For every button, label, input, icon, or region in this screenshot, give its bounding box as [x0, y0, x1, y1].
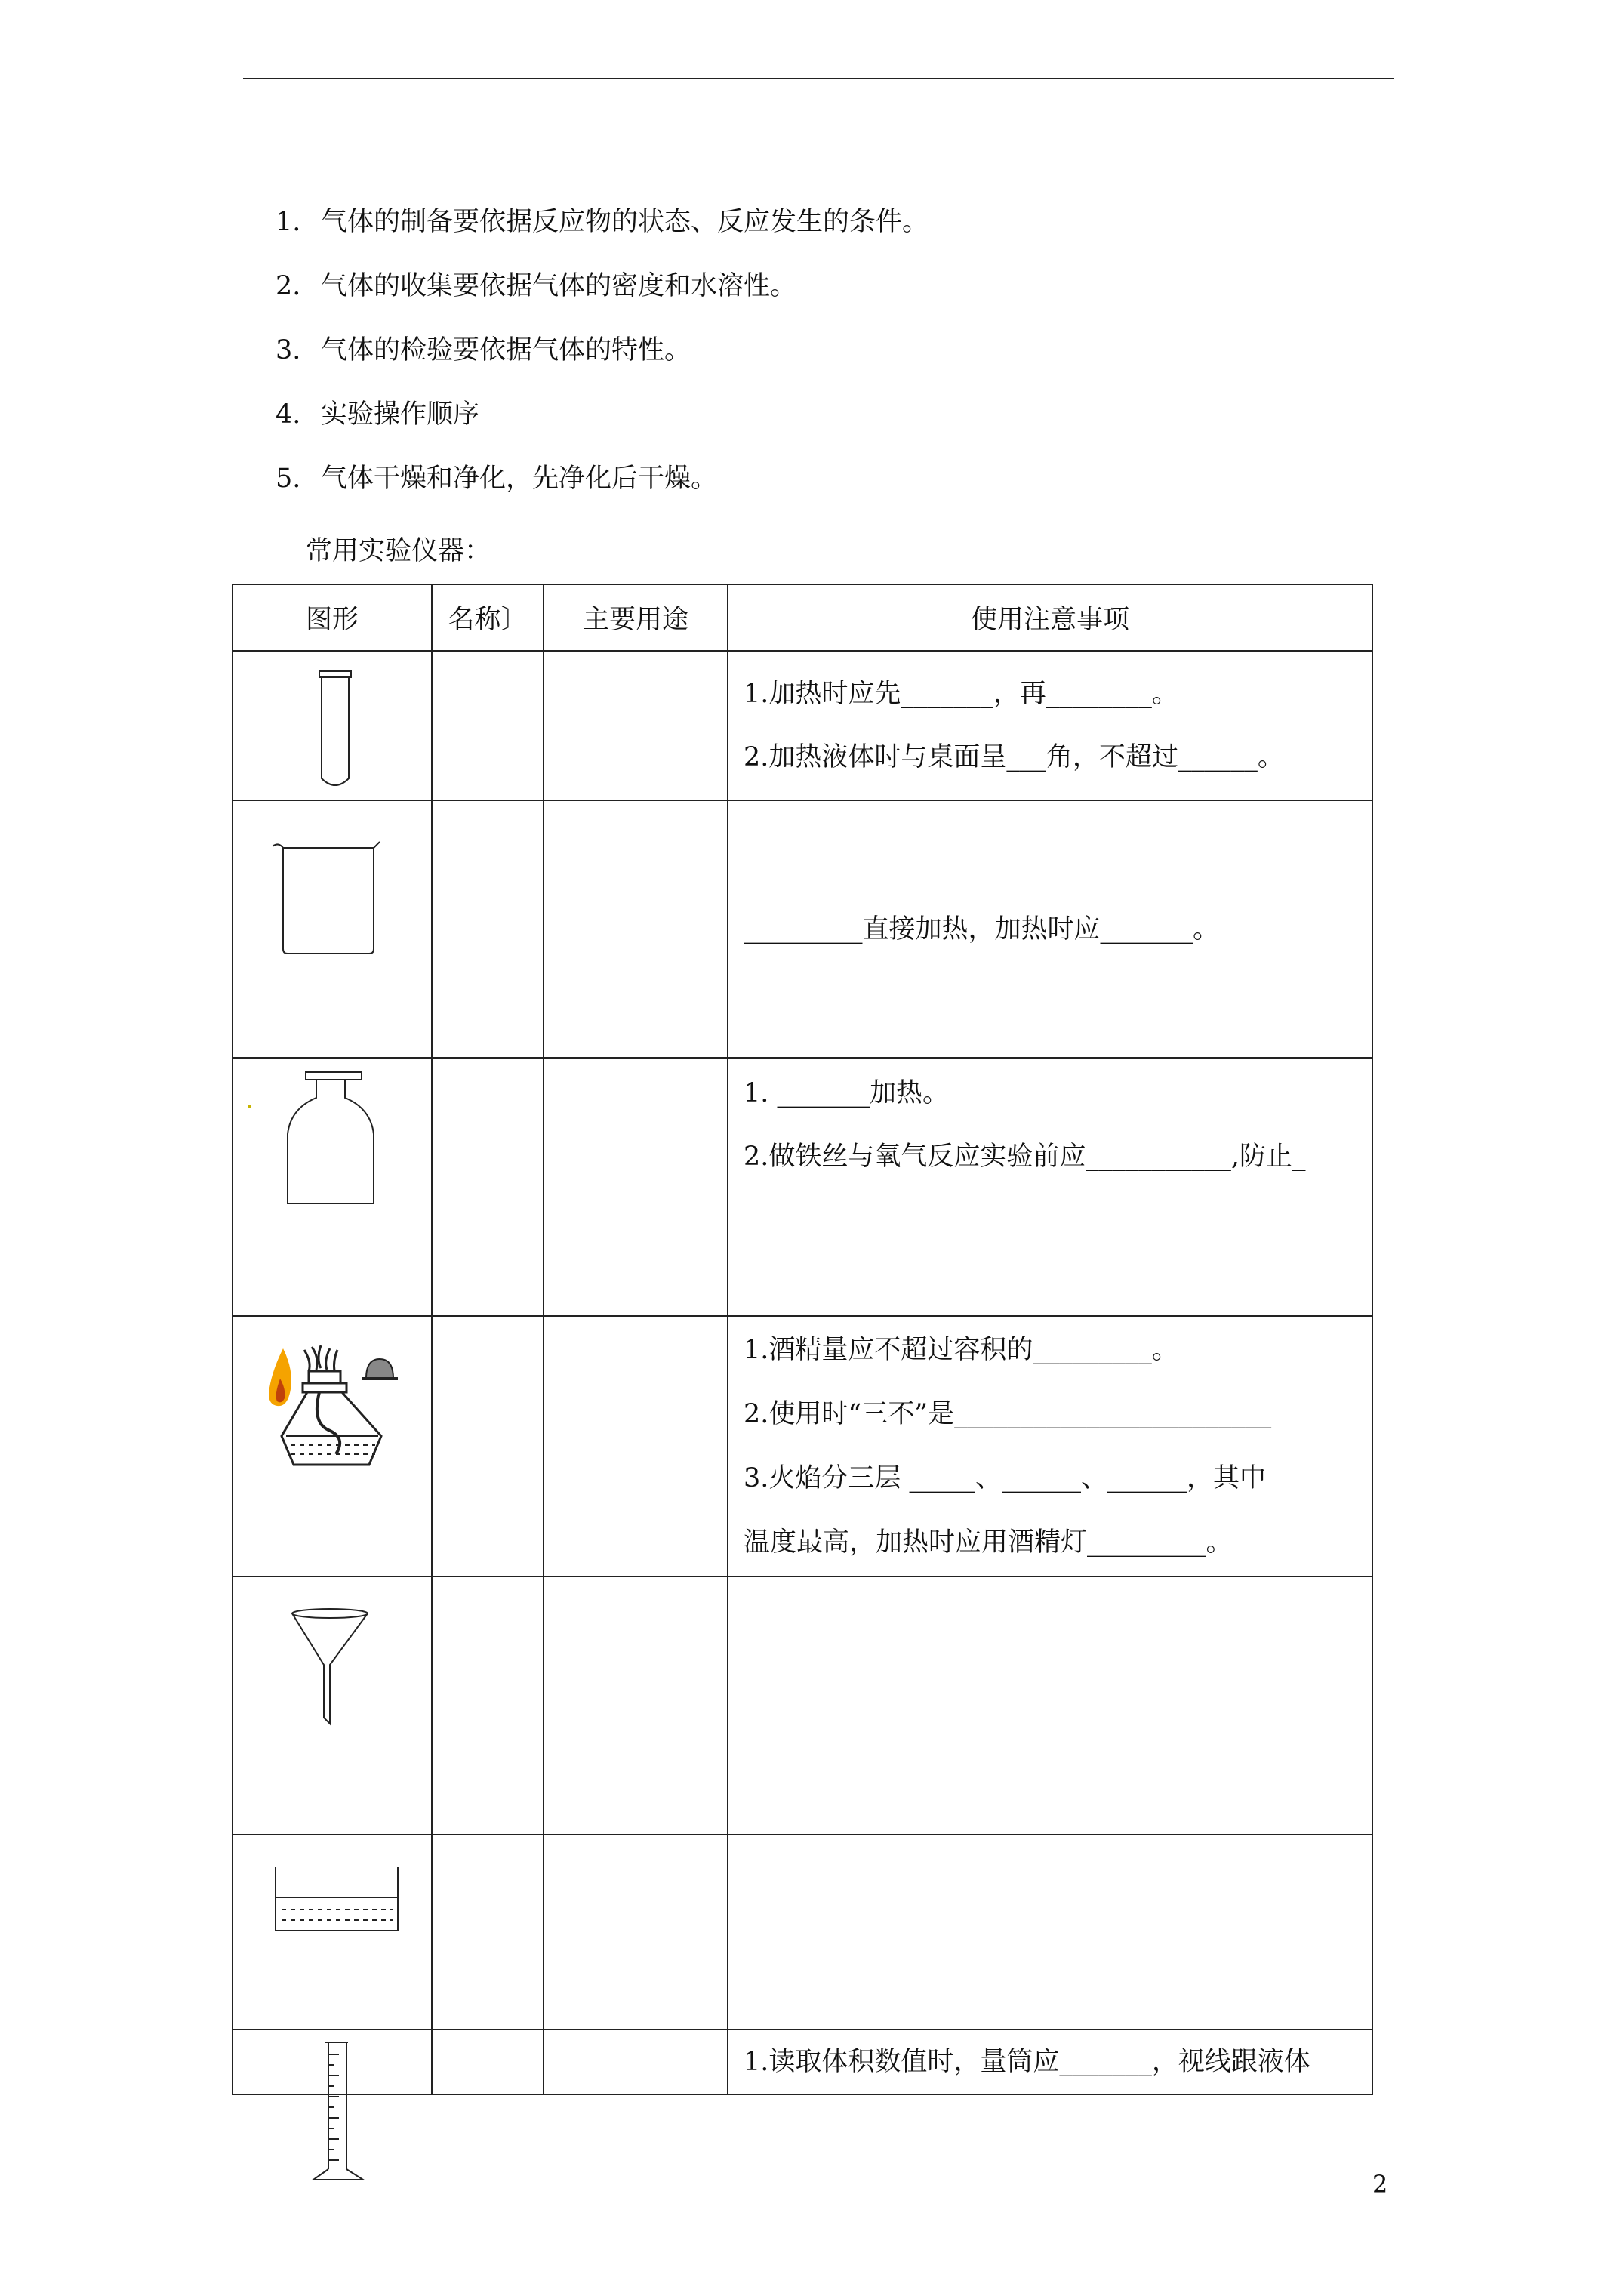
header-use: 主要用途	[544, 584, 728, 651]
name-cell[interactable]	[432, 1316, 544, 1576]
use-cell[interactable]	[544, 1316, 728, 1576]
instrument-table	[232, 584, 1373, 2095]
figure-cell	[233, 651, 432, 800]
list-number: 2.	[276, 271, 301, 301]
notes-cell	[728, 651, 1372, 800]
notes-cell	[728, 1058, 1372, 1316]
funnel-icon	[233, 1577, 433, 1835]
test-tube-icon	[233, 652, 433, 801]
list-text: 实验操作顺序	[321, 399, 480, 430]
note-line: 1. _______加热。	[744, 1078, 950, 1108]
notes-cell	[728, 800, 1372, 1058]
trough-icon	[233, 1835, 433, 2030]
notes-cell[interactable]	[728, 1835, 1372, 2029]
list-item	[276, 462, 717, 495]
list-item	[276, 205, 929, 239]
note-line: 1.加热时应先_______，再________。	[744, 679, 1178, 709]
note-line: 2.做铁丝与氧气反应实验前应___________,防止_	[744, 1142, 1306, 1172]
note-line: _________直接加热，加热时应_______。	[744, 914, 1220, 945]
page-number: 2	[1372, 2170, 1388, 2199]
table-row	[233, 1576, 1372, 1835]
name-cell[interactable]	[432, 800, 544, 1058]
list-item	[276, 334, 691, 367]
intro-text: 常用实验仪器：	[306, 536, 491, 566]
beaker-icon	[233, 801, 433, 1059]
alcohol-lamp-icon	[233, 1317, 433, 1577]
list-text: 气体的制备要依据反应物的状态、反应发生的条件。	[321, 207, 929, 237]
list-number: 5.	[276, 464, 301, 494]
figure-cell	[233, 1835, 432, 2029]
list-number: 4.	[276, 399, 301, 430]
table-row	[233, 1316, 1372, 1576]
name-cell[interactable]	[432, 1835, 544, 2029]
table-row	[233, 1058, 1372, 1316]
list-number: 1.	[276, 207, 301, 237]
figure-cell	[233, 2029, 432, 2094]
note-line: 1.酒精量应不超过容积的_________。	[744, 1335, 1178, 1365]
figure-cell	[233, 800, 432, 1058]
table-row	[233, 651, 1372, 800]
graduated-cylinder-icon	[233, 2039, 433, 2190]
name-cell[interactable]	[432, 1576, 544, 1835]
note-line: 3.火焰分三层 _____、______、______，其中	[744, 1463, 1267, 1493]
table-row	[233, 1835, 1372, 2029]
figure-cell	[233, 1316, 432, 1576]
use-cell[interactable]	[544, 651, 728, 800]
notes-cell	[728, 2029, 1372, 2094]
header-name: 名称〕	[432, 584, 544, 651]
name-cell[interactable]	[432, 1058, 544, 1316]
list-text: 气体干燥和净化，先净化后干燥。	[321, 464, 718, 494]
use-cell[interactable]	[544, 800, 728, 1058]
note-line: 2.使用时“三不”是________________________	[744, 1399, 1272, 1429]
figure-cell	[233, 1058, 432, 1316]
note-line: 温度最高，加热时应用酒精灯_________。	[744, 1527, 1233, 1558]
name-cell[interactable]	[432, 651, 544, 800]
table-header-row	[233, 584, 1372, 651]
table-row	[233, 800, 1372, 1058]
list-item	[276, 270, 796, 303]
notes-cell	[728, 1316, 1372, 1576]
note-line: 2.加热液体时与桌面呈___角，不超过______。	[744, 742, 1284, 772]
use-cell[interactable]	[544, 1835, 728, 2029]
notes-cell[interactable]	[728, 1576, 1372, 1835]
use-cell[interactable]	[544, 2029, 728, 2094]
figure-cell	[233, 1576, 432, 1835]
use-cell[interactable]	[544, 1576, 728, 1835]
note-line: 1.读取体积数值时，量筒应_______，视线跟液体	[744, 2047, 1310, 2077]
list-text: 气体的收集要依据气体的密度和水溶性。	[321, 271, 797, 301]
list-text: 气体的检验要依据气体的特性。	[321, 335, 691, 365]
use-cell[interactable]	[544, 1058, 728, 1316]
list-number: 3.	[276, 335, 301, 365]
list-item	[276, 398, 479, 431]
top-rule	[243, 78, 1394, 79]
gas-bottle-icon	[233, 1059, 433, 1317]
header-notes: 使用注意事项	[728, 584, 1372, 651]
name-cell[interactable]	[432, 2029, 544, 2094]
table-row	[233, 2029, 1372, 2094]
header-figure: 图形	[233, 584, 432, 651]
